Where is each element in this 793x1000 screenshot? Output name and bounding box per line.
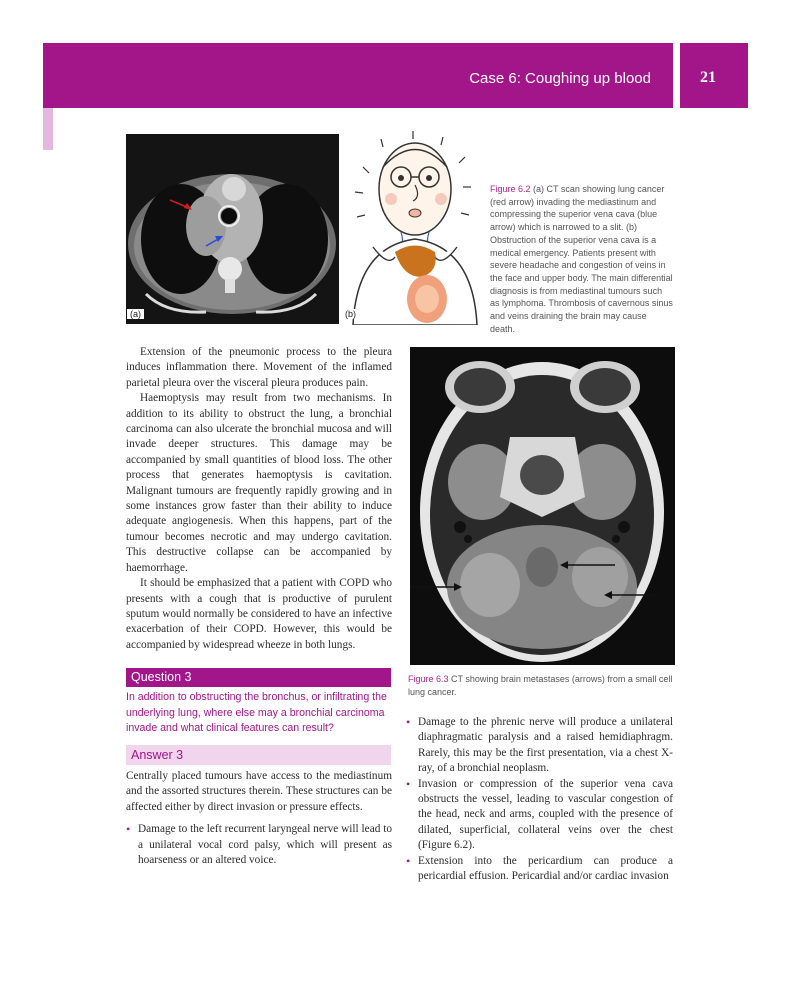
paragraph-pleura: Extension of the pneumonic process to the pleura induces inflammation there. Movement of the inflamed parietal pleura over the visceral pleura produces pain. xyxy=(126,346,392,389)
panel-b-label: (b) xyxy=(342,309,359,319)
bullet-icon: • xyxy=(126,822,131,837)
bullet-text-phrenic: Damage to the phrenic nerve will produce a unilateral diaphragmatic paralysis and a raised hemidiaphragm. Rarely, this may be the first presentation, via a chest X-ray, of a bronchial neoplasm. xyxy=(418,716,673,775)
answer-body xyxy=(126,769,392,868)
left-column-body xyxy=(126,345,392,653)
bullet-icon: • xyxy=(406,776,411,791)
panel-a-label: (a) xyxy=(127,309,144,319)
figure-6-2a-ct-chest-image xyxy=(126,134,339,324)
page-number: 21 xyxy=(700,69,716,86)
paragraph-copd: It should be emphasized that a patient with COPD who presents with a cough that is productive of purulent sputum would normally be considered to have an infective exacerbation of their COPD. However, this would be accompanied by widespread wheeze in both lungs. xyxy=(126,577,392,651)
bullet-icon: • xyxy=(406,715,411,729)
answer-bullet-list-right xyxy=(406,715,673,884)
list-item xyxy=(126,822,392,868)
list-item xyxy=(406,777,673,854)
paragraph-haemoptysis: Haemoptysis may result from two mechanisms. In addition to its ability to obstruct the lung, a bronchial carcinoma can also ulcerate the bronchial mucosa and will invade deeper structures. This damage may be accompanied by small quantities of blood loss. The other process that generates haemoptysis is cavitation. Malignant tumours are frequently rapidly growing and in some instances grow faster than their ability to induce adequate angiogenesis. When this happens, part of the tumour becomes necrotic and may undergo cavitation. This destructive collapse can be accompanied by haemorrhage. xyxy=(126,392,392,574)
bullet-text-pericardium: Extension into the pericardium can produce a pericardial effusion. Pericardial and/or cardiac invasion xyxy=(418,854,673,883)
header-separator xyxy=(673,43,680,108)
answer-intro: Centrally placed tumours have access to the mediastinum and the assorted structures therein. These structures can be affected either by direct invasion or pressure effects. xyxy=(126,770,392,813)
figure-6-2-caption xyxy=(490,183,673,335)
right-column-body xyxy=(406,715,673,884)
bullet-text-svc: Invasion or compression of the superior vena cava obstructs the vessel, leading to vascular congestion of the head, neck and arms, coupled with the presence of dilated, superficial, collateral veins over the chest (Figure 6.2). xyxy=(418,777,673,852)
bullet-text-laryngeal: Damage to the left recurrent laryngeal nerve will lead to a unilateral vocal cord palsy, which will present as hoarseness or an altered voice. xyxy=(138,823,392,867)
figure-6-3-label: Figure 6.3 xyxy=(408,674,449,684)
running-head-title: Case 6: Coughing up blood xyxy=(469,70,651,87)
answer-heading: Answer 3 xyxy=(126,745,391,765)
figure-6-3-caption xyxy=(408,673,673,698)
list-item xyxy=(406,715,673,777)
answer-bullet-list-left xyxy=(126,822,392,868)
bullet-icon: • xyxy=(406,853,411,868)
header-tab-marker xyxy=(43,108,53,150)
figure-6-2-label: Figure 6.2 xyxy=(490,184,531,194)
question-text: In addition to obstructing the bronchus, or infiltrating the underlying lung, where else may a bronchial carcinoma invade and what clinical features can result? xyxy=(126,691,387,734)
list-item xyxy=(406,854,673,885)
question-heading: Question 3 xyxy=(126,668,391,687)
figure-6-3-ct-brain-image xyxy=(410,347,675,665)
figure-6-2-caption-text: (a) CT scan showing lung cancer (red arrow) invading the mediastinum and compressing the superior vena cava (blue arrow) which is narrowed to a slit. (b) Obstruction of the superior vena cava is a medical emergency. Patients present with severe headache and congestion of veins in the face and upper body. The main differential diagnosis is from mediastinal tumours such as lymphoma. Thrombosis of cavernous sinus and veins draining the brain may cause death. xyxy=(490,184,673,334)
figure-6-3-caption-text: CT showing brain metastases (arrows) from a small cell lung cancer. xyxy=(408,674,673,697)
figure-6-2b-cartoon-illustration xyxy=(343,127,483,325)
